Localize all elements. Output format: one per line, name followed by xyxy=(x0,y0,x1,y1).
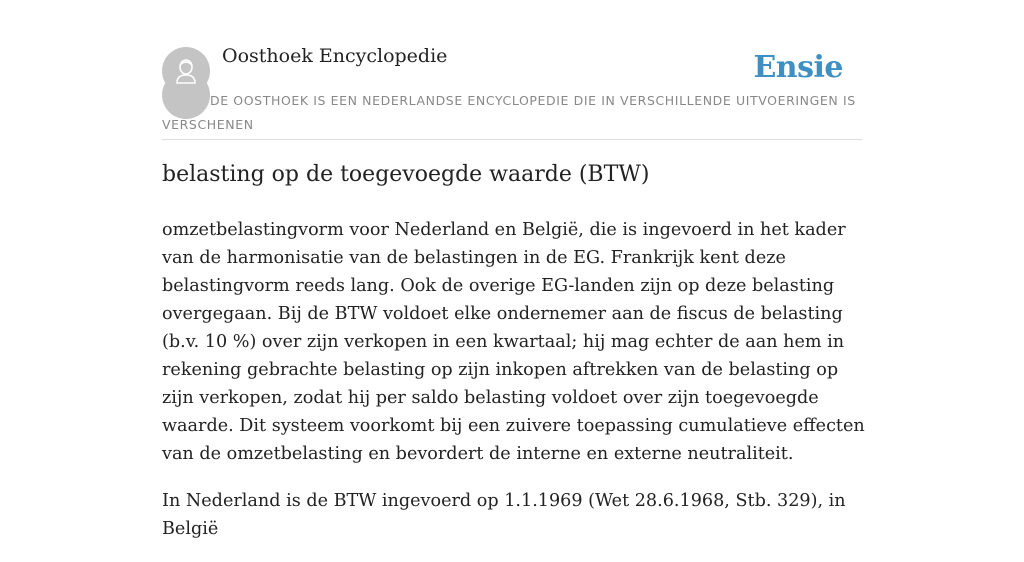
brand-logo[interactable]: Ensie xyxy=(753,50,843,85)
header-divider xyxy=(162,139,862,140)
source-name[interactable]: Oosthoek Encyclopedie xyxy=(222,45,448,67)
article-paragraph: omzetbelastingvorm voor Nederland en België, die is ingevoerd in het kader van de harmonisatie van de belastingen in de EG. Frankrijk kent deze belastingvorm reeds lang. Ook de overige EG-landen zijn op deze belasting overgegaan. Bij de BTW voldoet elke ondernemer aan de fiscus de belasting (b.v. 10 %) over zijn verkopen in een kwartaal; hij mag echter de aan hem in rekening gebrachte belasting op zijn inkopen aftrekken van de belasting op zijn verkopen, zodat hij per saldo belasting voldoet over zijn toegevoegde waarde. Dit systeem voorkomt bij een zuivere toepassing cumulatieve effecten van de omzetbelasting en bevordert de interne en externe neutraliteit. xyxy=(162,220,865,464)
article-paragraph: In Nederland is de BTW ingevoerd op 1.1.1969 (Wet 28.6.1968, Stb. 329), in België xyxy=(162,491,846,539)
article-title: belasting op de toegevoegde waarde (BTW) xyxy=(162,162,650,187)
person-outline-icon xyxy=(162,47,210,95)
article-body xyxy=(162,216,866,562)
source-tagline: DE OOSTHOEK IS EEN NEDERLANDSE ENCYCLOPEDIE DIE IN VERSCHILLENDE UITVOERINGEN IS VERSCHENEN xyxy=(162,93,856,132)
user-avatar-icon[interactable] xyxy=(162,47,210,95)
